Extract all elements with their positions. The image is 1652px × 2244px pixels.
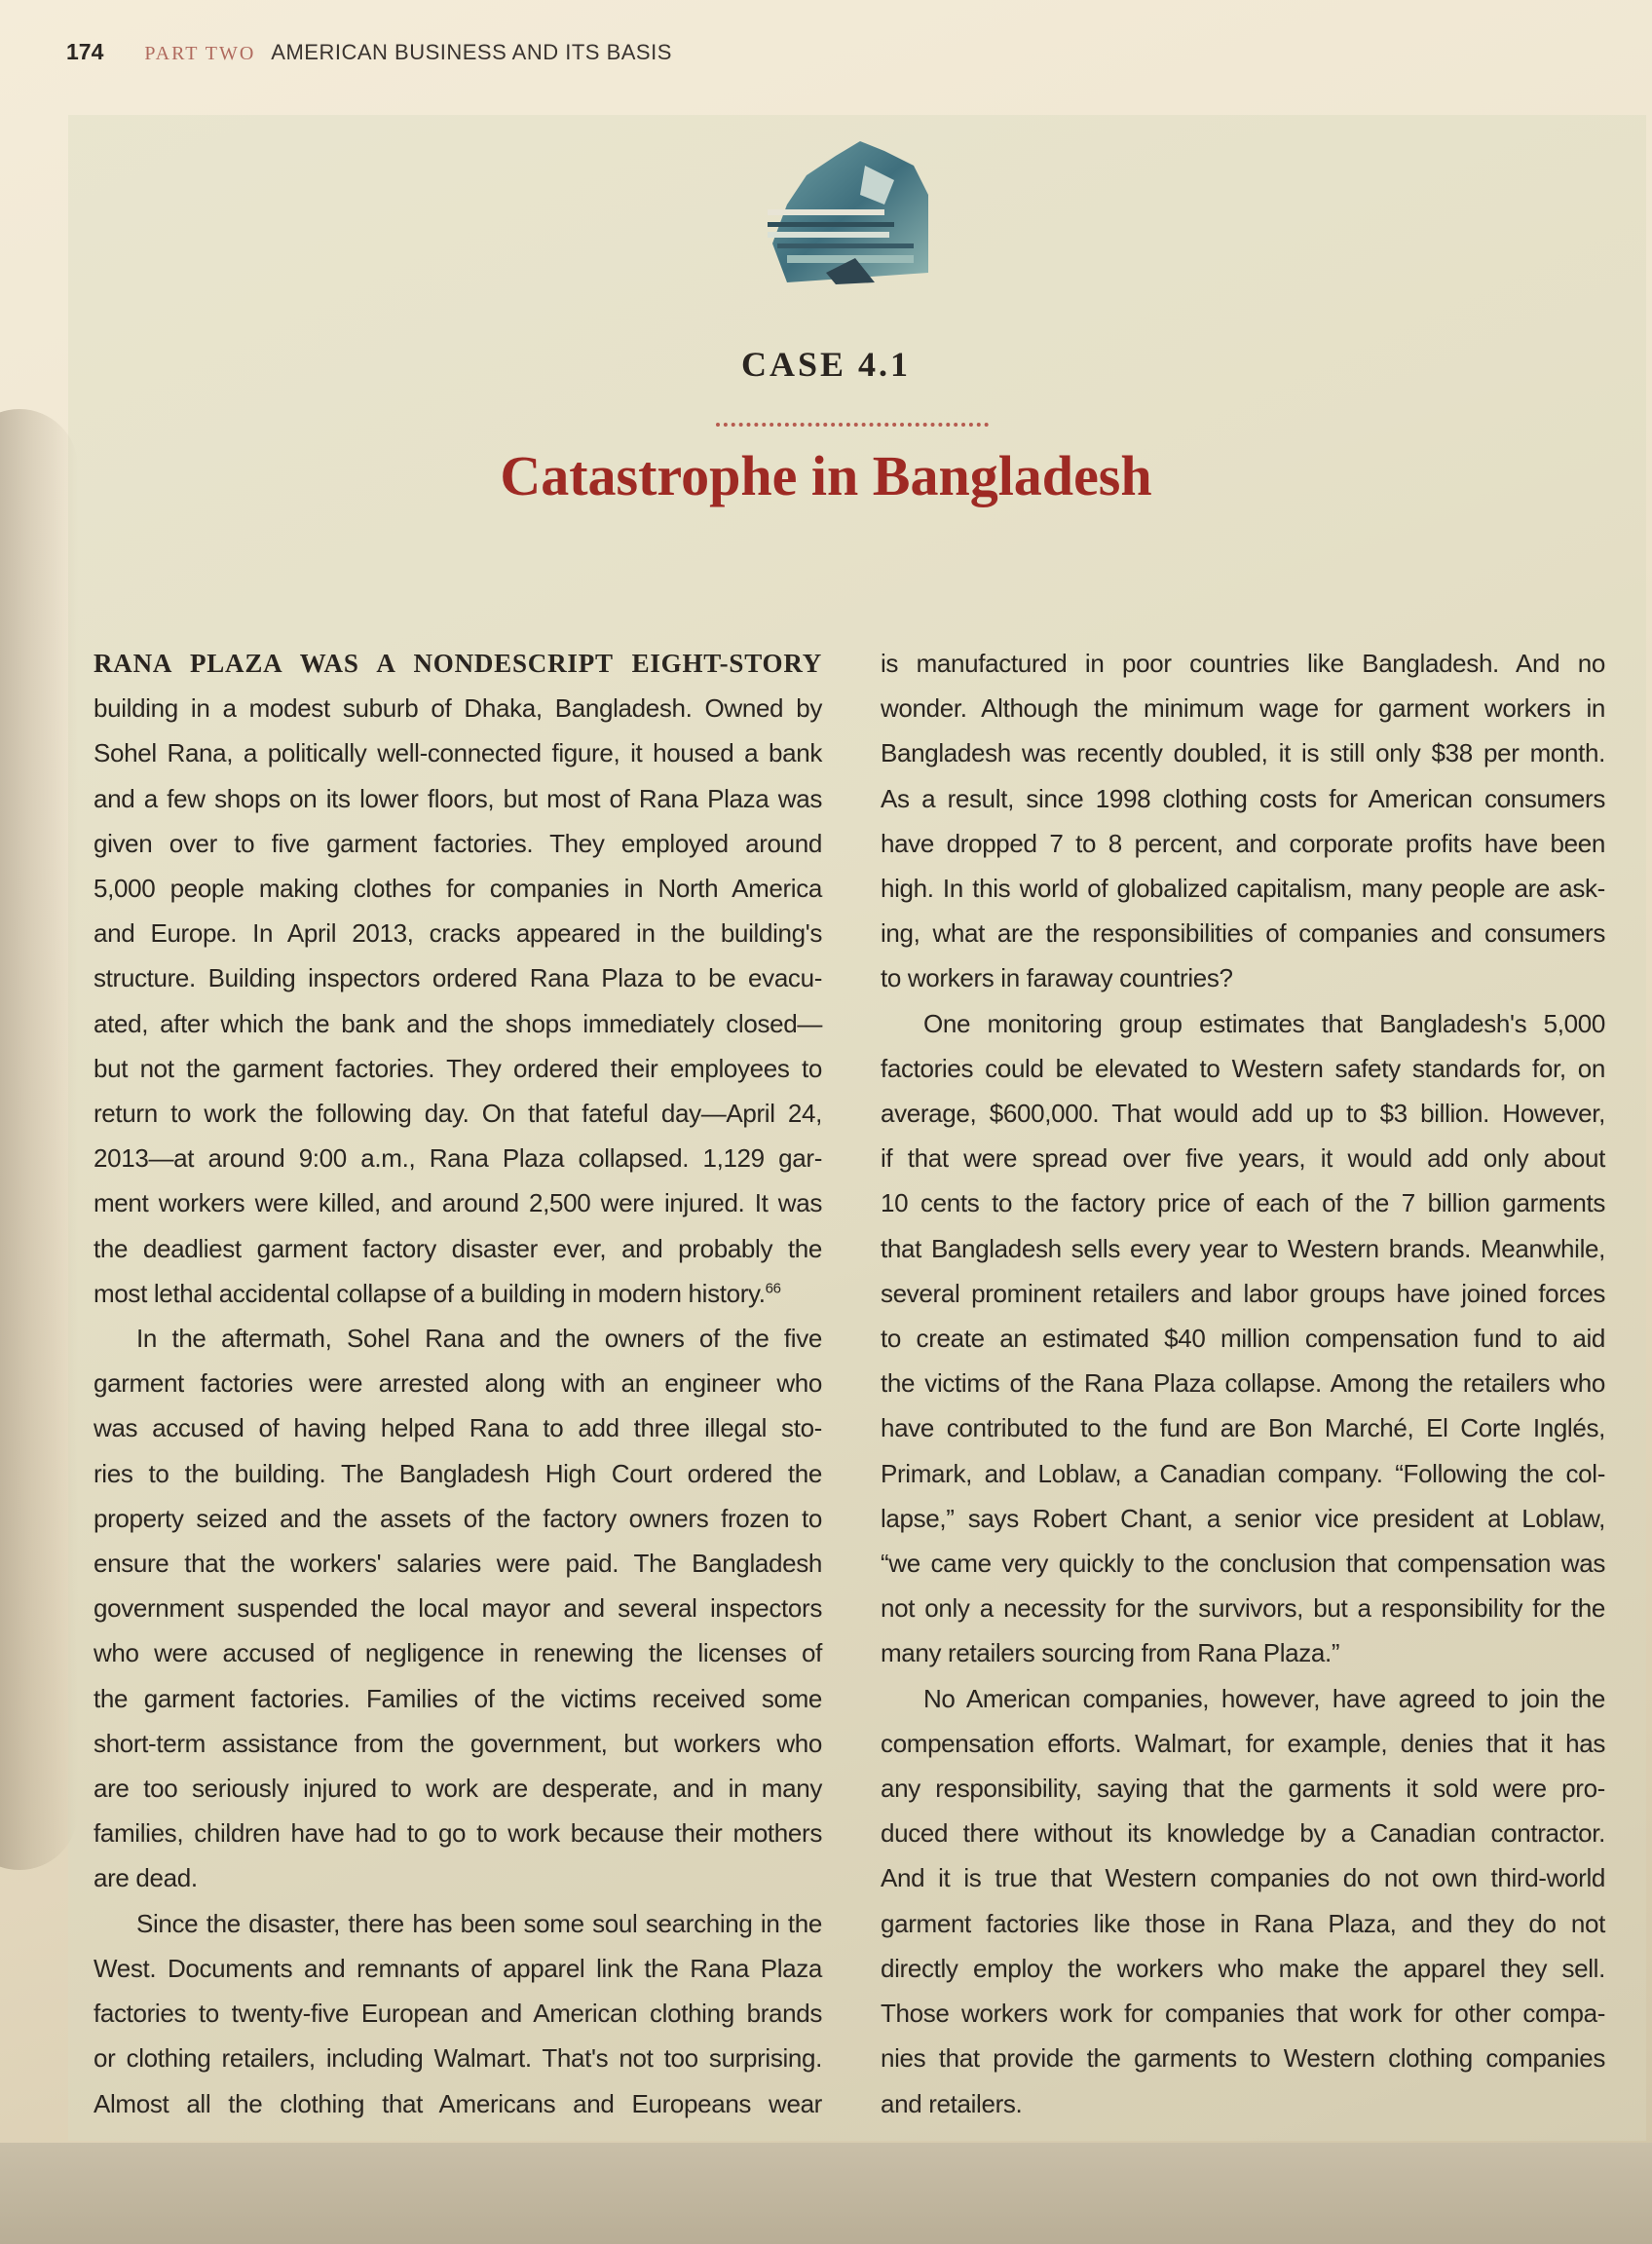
text-line: structure. Building inspectors ordered Rana Plaza to be evacu- bbox=[94, 963, 822, 993]
text-line: Sohel Rana, a politically well-connected figure, it housed a bank bbox=[94, 738, 822, 768]
text-line: “we came very quickly to the conclusion that compensation was bbox=[881, 1549, 1605, 1579]
text-line: government suspended the local mayor and several inspectors bbox=[94, 1593, 822, 1624]
text-line: and Europe. In April 2013, cracks appeared in the building's bbox=[94, 918, 822, 949]
text-line: 10 cents to the factory price of each of the 7 billion garments bbox=[881, 1188, 1605, 1218]
text-line: families, children have had to go to work because their mothers bbox=[94, 1818, 822, 1849]
page-number: 174 bbox=[66, 39, 104, 64]
text-line: but not the garment factories. They ordered their employees to bbox=[94, 1053, 822, 1083]
footnote-marker: 66 bbox=[765, 1280, 781, 1297]
text-line: lapse,” says Robert Chant, a senior vice president at Loblaw, bbox=[881, 1503, 1605, 1533]
text-line: the garment factories. Families of the victims received some bbox=[94, 1683, 822, 1713]
text-line: have dropped 7 to 8 percent, and corporate profits have been bbox=[881, 828, 1605, 858]
text-line: Primark, and Loblaw, a Canadian company. “Following the col- bbox=[881, 1458, 1605, 1488]
text-line: or clothing retailers, including Walmart. That's not too surprising. bbox=[94, 2043, 822, 2074]
text-line: ated, after which the bank and the shops immediately closed— bbox=[94, 1008, 822, 1038]
text-line: are dead. bbox=[94, 1863, 198, 1893]
text-line: And it is true that Western companies do not own third-world bbox=[881, 1863, 1605, 1893]
text-line: ing, what are the responsibilities of companies and consumers bbox=[881, 918, 1605, 949]
text-line: high. In this world of globalized capitalism, many people are ask- bbox=[881, 874, 1605, 904]
text-line-with-footnote bbox=[94, 1271, 822, 1316]
text-line: several prominent retailers and labor groups have joined forces bbox=[881, 1278, 1605, 1308]
text-line: factories to twenty-five European and American clothing brands bbox=[94, 1999, 822, 2029]
text-line: ries to the building. The Bangladesh High Court ordered the bbox=[94, 1458, 822, 1488]
text-line: garment factories like those in Rana Plaza, and they do not bbox=[881, 1908, 1605, 1938]
text-line: any responsibility, saying that the garments it sold were pro- bbox=[881, 1774, 1605, 1804]
text-line: One monitoring group estimates that Bangladesh's 5,000 bbox=[923, 1008, 1605, 1038]
text-line: to create an estimated $40 million compensation fund to aid bbox=[881, 1324, 1605, 1354]
text-line: wonder. Although the minimum wage for garment workers in bbox=[881, 693, 1605, 724]
text-line: that Bangladesh sells every year to Western brands. Meanwhile, bbox=[881, 1233, 1605, 1263]
text-line: Since the disaster, there has been some soul searching in the bbox=[136, 1908, 822, 1938]
text-line: garment factories were arrested along with an engineer who bbox=[94, 1368, 822, 1399]
lead-in-text: RANA PLAZA WAS A NONDESCRIPT EIGHT-STORY bbox=[94, 649, 822, 678]
text-line: Almost all the clothing that Americans and Europeans wear bbox=[94, 2088, 822, 2118]
dotted-divider bbox=[716, 423, 989, 427]
text-line: In the aftermath, Sohel Rana and the owners of the five bbox=[136, 1324, 822, 1354]
text-line: directly employ the workers who make the apparel they sell. bbox=[881, 1953, 1605, 1983]
text-line: and a few shops on its lower floors, but most of Rana Plaza was bbox=[94, 783, 822, 813]
text-line: not only a necessity for the survivors, but a responsibility for the bbox=[881, 1593, 1605, 1624]
text-line: duced there without its knowledge by a Canadian contractor. bbox=[881, 1818, 1605, 1849]
text-line: property seized and the assets of the factory owners frozen to bbox=[94, 1503, 822, 1533]
text-line: Those workers work for companies that work for other compa- bbox=[881, 1999, 1605, 2029]
text-line: many retailers sourcing from Rana Plaza.” bbox=[881, 1638, 1340, 1668]
text-line: nies that provide the garments to Western clothing companies bbox=[881, 2043, 1605, 2074]
text-line: 2013—at around 9:00 a.m., Rana Plaza collapsed. 1,129 gar- bbox=[94, 1143, 822, 1174]
running-header bbox=[66, 39, 672, 74]
text-line: was accused of having helped Rana to add three illegal sto- bbox=[94, 1413, 822, 1443]
text-line: is manufactured in poor countries like Bangladesh. And no bbox=[881, 649, 1605, 678]
text-line: West. Documents and remnants of apparel link the Rana Plaza bbox=[94, 1953, 822, 1983]
case-illustration-image bbox=[768, 136, 933, 287]
text-line: Bangladesh was recently doubled, it is still only $38 per month. bbox=[881, 738, 1605, 768]
text-line: As a result, since 1998 clothing costs for American consumers bbox=[881, 783, 1605, 813]
text-line: No American companies, however, have agreed to join the bbox=[923, 1683, 1605, 1713]
case-label: CASE 4.1 bbox=[740, 345, 912, 384]
text-line: short-term assistance from the government, but workers who bbox=[94, 1728, 822, 1758]
text-line: most lethal accidental collapse of a building in modern history. bbox=[94, 1278, 766, 1308]
left-column bbox=[94, 641, 822, 2126]
text-line: the deadliest garment factory disaster ever, and probably the bbox=[94, 1233, 822, 1263]
text-line: building in a modest suburb of Dhaka, Bangladesh. Owned by bbox=[94, 693, 822, 724]
text-line: average, $600,000. That would add up to $3 billion. However, bbox=[881, 1099, 1605, 1129]
text-line: ensure that the workers' salaries were paid. The Bangladesh bbox=[94, 1549, 822, 1579]
text-line: have contributed to the fund are Bon Marché, El Corte Inglés, bbox=[881, 1413, 1605, 1443]
text-line: to workers in faraway countries? bbox=[881, 963, 1233, 993]
right-column bbox=[881, 641, 1605, 2126]
text-line: the victims of the Rana Plaza collapse. Among the retailers who bbox=[881, 1368, 1605, 1399]
text-line: if that were spread over five years, it would add only about bbox=[881, 1143, 1605, 1174]
part-label: PART TWO bbox=[144, 43, 256, 64]
thumb-shadow bbox=[0, 409, 78, 1870]
text-line: who were accused of negligence in renewing the licenses of bbox=[94, 1638, 822, 1668]
page-bottom-shadow bbox=[0, 2143, 1652, 2244]
text-line: compensation efforts. Walmart, for example, denies that it has bbox=[881, 1728, 1605, 1758]
text-line: and retailers. bbox=[881, 2088, 1023, 2118]
text-line: 5,000 people making clothes for companies in North America bbox=[94, 874, 822, 904]
case-title: Catastrophe in Bangladesh bbox=[500, 444, 1152, 507]
text-line: ment workers were killed, and around 2,500 were injured. It was bbox=[94, 1188, 822, 1218]
text-line: given over to five garment factories. They employed around bbox=[94, 828, 822, 858]
section-title: AMERICAN BUSINESS AND ITS BASIS bbox=[271, 40, 672, 64]
text-line: return to work the following day. On that fateful day—April 24, bbox=[94, 1099, 822, 1129]
text-line: factories could be elevated to Western safety standards for, on bbox=[881, 1053, 1605, 1083]
text-line: are too seriously injured to work are desperate, and in many bbox=[94, 1774, 822, 1804]
